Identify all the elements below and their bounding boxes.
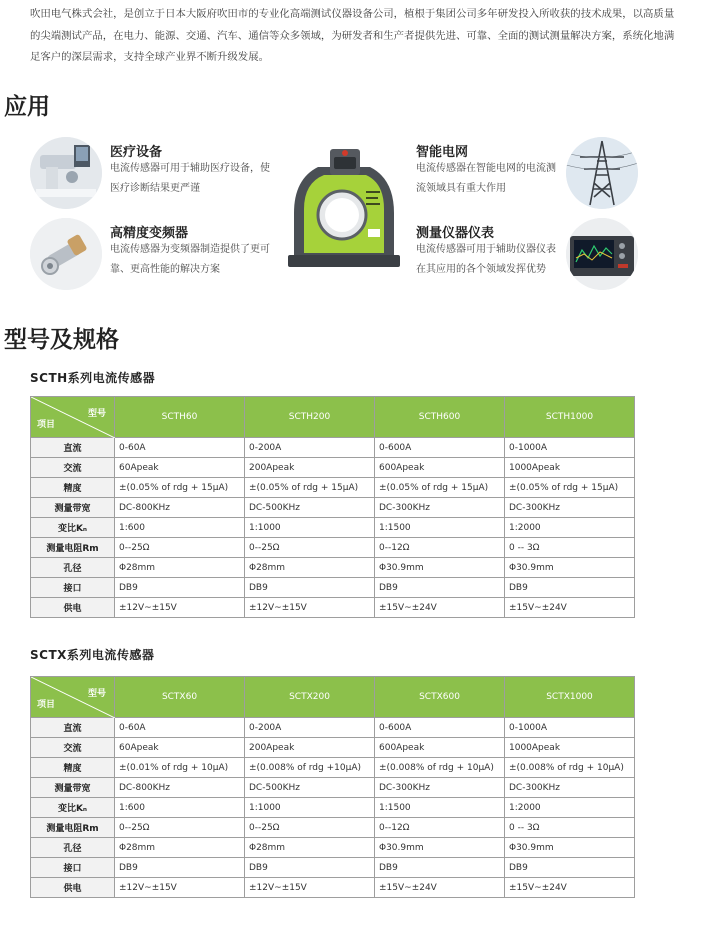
spec-cell: 0--25Ω xyxy=(115,818,245,838)
app-grid-desc: 电流传感器在智能电网的电流测流领域具有重大作用 xyxy=(416,163,556,194)
table-row xyxy=(31,858,635,878)
spec-cell: ±12V~±15V xyxy=(245,878,375,898)
row-label: 精度 xyxy=(31,478,115,498)
spec-cell: 600Apeak xyxy=(375,458,505,478)
row-label: 孔径 xyxy=(31,838,115,858)
row-label: 测量电阻Rm xyxy=(31,818,115,838)
table-row xyxy=(31,578,635,598)
spec-cell: DC-300KHz xyxy=(375,778,505,798)
spec-cell: DB9 xyxy=(245,578,375,598)
table-row xyxy=(31,598,635,618)
spec-cell: 200Apeak xyxy=(245,458,375,478)
row-label: 供电 xyxy=(31,878,115,898)
spec-cell: 0-200A xyxy=(245,718,375,738)
table-row xyxy=(31,558,635,578)
table-row xyxy=(31,538,635,558)
table-row xyxy=(31,718,635,738)
spec-cell: 200Apeak xyxy=(245,738,375,758)
spec-cell: DB9 xyxy=(375,858,505,878)
scth-spec-table xyxy=(30,396,635,618)
corner-model-label: 型号 xyxy=(87,689,106,699)
spec-cell: ±12V~±15V xyxy=(245,598,375,618)
row-label: 交流 xyxy=(31,738,115,758)
spec-cell: 0-1000A xyxy=(505,718,635,738)
table-row xyxy=(31,818,635,838)
corner-item-label: 项目 xyxy=(37,420,56,430)
spec-cell: 1:2000 xyxy=(505,518,635,538)
row-label: 测量带宽 xyxy=(31,498,115,518)
spec-cell: 1:1000 xyxy=(245,798,375,818)
spec-cell: Φ28mm xyxy=(115,838,245,858)
app-inverter-desc: 电流传感器为变频器制造提供了更可靠、更高性能的解决方案 xyxy=(110,244,270,275)
spec-cell: 60Apeak xyxy=(115,458,245,478)
current-sensor-product-image xyxy=(280,143,408,279)
intro-paragraph: 吹田电气株式会社，是创立于日本大阪府吹田市的专业化高端测试仪器设备公司，植根于集团公司多年研发投入所收获的技术成果，以高质量的尖端测试产品，在电力、能源、交通、汽车、通信等众多领域，为研发者和生产者提供先进、可靠、全面的测试测量解决方案，系统化地满足客户的深层需求，支持全球产业界不断升级发展。 xyxy=(30,8,675,63)
row-label: 测量带宽 xyxy=(31,778,115,798)
spec-cell: ±(0.05% of rdg + 15μA) xyxy=(245,478,375,498)
spec-cell: 0-60A xyxy=(115,718,245,738)
row-label: 孔径 xyxy=(31,558,115,578)
corner-item-label: 项目 xyxy=(37,700,56,710)
specs-heading: 型号及规格 xyxy=(4,327,119,353)
table-row xyxy=(31,878,635,898)
spec-cell: ±12V~±15V xyxy=(115,598,245,618)
model-header: SCTX600 xyxy=(375,677,505,718)
table-row xyxy=(31,798,635,818)
table-row xyxy=(31,518,635,538)
spec-cell: 0--25Ω xyxy=(245,538,375,558)
inverter-image xyxy=(30,218,102,290)
spec-cell: 1:2000 xyxy=(505,798,635,818)
spec-cell: DB9 xyxy=(505,858,635,878)
spec-cell: ±(0.05% of rdg + 15μA) xyxy=(505,478,635,498)
spec-cell: ±12V~±15V xyxy=(115,878,245,898)
table-row xyxy=(31,498,635,518)
spec-cell: 600Apeak xyxy=(375,738,505,758)
spec-cell: DC-300KHz xyxy=(505,498,635,518)
app-instrument-title: 测量仪器仪表 xyxy=(416,226,495,241)
spec-cell: 0-600A xyxy=(375,438,505,458)
spec-cell: DB9 xyxy=(505,578,635,598)
table-row xyxy=(31,738,635,758)
spec-cell: 0-200A xyxy=(245,438,375,458)
medical-equipment-image xyxy=(30,137,102,209)
spec-cell: ±15V~±24V xyxy=(375,878,505,898)
spec-cell: Φ28mm xyxy=(115,558,245,578)
model-header: SCTX1000 xyxy=(505,677,635,718)
model-header: SCTH60 xyxy=(115,397,245,438)
spec-cell: DC-300KHz xyxy=(375,498,505,518)
scth-table-title: SCTH系列电流传感器 xyxy=(30,371,156,385)
spec-cell: 0 -- 3Ω xyxy=(505,538,635,558)
spec-cell: ±(0.05% of rdg + 15μA) xyxy=(375,478,505,498)
spec-cell: DC-500KHz xyxy=(245,498,375,518)
row-label: 变比Kₙ xyxy=(31,798,115,818)
spec-cell: ±15V~±24V xyxy=(375,598,505,618)
spec-cell: DB9 xyxy=(115,578,245,598)
row-label: 直流 xyxy=(31,438,115,458)
spec-cell: 60Apeak xyxy=(115,738,245,758)
spec-cell: ±(0.01% of rdg + 10μA) xyxy=(115,758,245,778)
sctx-spec-table xyxy=(30,676,635,898)
row-label: 交流 xyxy=(31,458,115,478)
app-medical-desc: 电流传感器可用于辅助医疗设备，使医疗诊断结果更严谨 xyxy=(110,163,270,194)
spec-cell: DB9 xyxy=(375,578,505,598)
row-label: 精度 xyxy=(31,758,115,778)
spec-cell: Φ30.9mm xyxy=(375,558,505,578)
spec-cell: ±15V~±24V xyxy=(505,878,635,898)
model-header: SCTH200 xyxy=(245,397,375,438)
spec-cell: 1:1500 xyxy=(375,798,505,818)
sctx-table-title: SCTX系列电流传感器 xyxy=(30,648,155,662)
spec-cell: ±(0.008% of rdg +10μA) xyxy=(245,758,375,778)
model-header: SCTX200 xyxy=(245,677,375,718)
table-row xyxy=(31,758,635,778)
row-label: 供电 xyxy=(31,598,115,618)
spec-cell: DC-300KHz xyxy=(505,778,635,798)
spec-cell: Φ28mm xyxy=(245,838,375,858)
spec-cell: 1:600 xyxy=(115,798,245,818)
app-grid-title: 智能电网 xyxy=(416,145,469,160)
spec-cell: 0-60A xyxy=(115,438,245,458)
spec-cell: 0-1000A xyxy=(505,438,635,458)
spec-cell: 0 -- 3Ω xyxy=(505,818,635,838)
spec-cell: 1:1000 xyxy=(245,518,375,538)
spec-cell: DC-500KHz xyxy=(245,778,375,798)
app-inverter-title: 高精度变频器 xyxy=(110,226,189,241)
measurement-instrument-image xyxy=(566,218,638,290)
spec-cell: 1000Apeak xyxy=(505,458,635,478)
model-header: SCTH600 xyxy=(375,397,505,438)
spec-cell: ±(0.05% of rdg + 15μA) xyxy=(115,478,245,498)
spec-cell: 1:600 xyxy=(115,518,245,538)
table-row xyxy=(31,838,635,858)
spec-cell: DC-800KHz xyxy=(115,778,245,798)
spec-cell: 0--25Ω xyxy=(115,538,245,558)
applications-heading: 应用 xyxy=(4,94,50,120)
spec-cell: DB9 xyxy=(245,858,375,878)
spec-cell: DB9 xyxy=(115,858,245,878)
table-corner-cell xyxy=(31,677,115,718)
power-grid-tower-image xyxy=(566,137,638,209)
spec-cell: Φ30.9mm xyxy=(505,558,635,578)
spec-cell: 0--12Ω xyxy=(375,818,505,838)
row-label: 接口 xyxy=(31,858,115,878)
corner-model-label: 型号 xyxy=(87,409,106,419)
row-label: 测量电阻Rm xyxy=(31,538,115,558)
spec-cell: 1:1500 xyxy=(375,518,505,538)
spec-cell: 1000Apeak xyxy=(505,738,635,758)
app-medical-title: 医疗设备 xyxy=(110,145,163,160)
table-row xyxy=(31,458,635,478)
spec-cell: Φ30.9mm xyxy=(505,838,635,858)
app-instrument-desc: 电流传感器可用于辅助仪器仪表在其应用的各个领域发挥优势 xyxy=(416,244,556,275)
model-header: SCTH1000 xyxy=(505,397,635,438)
spec-cell: ±(0.008% of rdg + 10μA) xyxy=(375,758,505,778)
spec-cell: DC-800KHz xyxy=(115,498,245,518)
table-header-row xyxy=(31,677,635,718)
spec-cell: Φ30.9mm xyxy=(375,838,505,858)
spec-cell: ±15V~±24V xyxy=(505,598,635,618)
spec-cell: 0--25Ω xyxy=(245,818,375,838)
model-header: SCTX60 xyxy=(115,677,245,718)
spec-cell: 0--12Ω xyxy=(375,538,505,558)
row-label: 变比Kₙ xyxy=(31,518,115,538)
table-header-row xyxy=(31,397,635,438)
table-corner-cell xyxy=(31,397,115,438)
spec-cell: Φ28mm xyxy=(245,558,375,578)
row-label: 直流 xyxy=(31,718,115,738)
table-row xyxy=(31,478,635,498)
row-label: 接口 xyxy=(31,578,115,598)
table-row xyxy=(31,438,635,458)
spec-cell: 0-600A xyxy=(375,718,505,738)
spec-cell: ±(0.008% of rdg + 10μA) xyxy=(505,758,635,778)
table-row xyxy=(31,778,635,798)
